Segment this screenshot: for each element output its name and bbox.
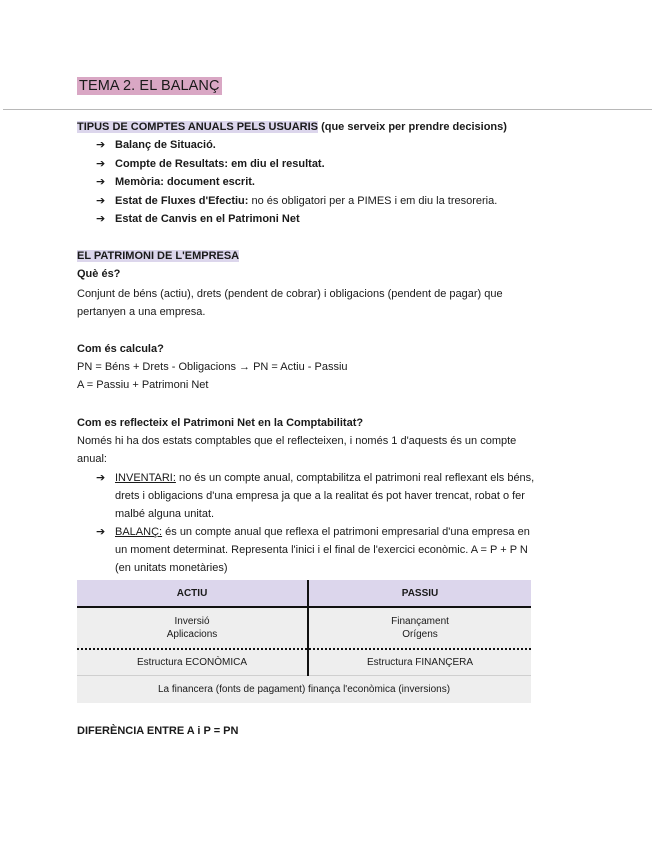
- cell-estructura-economica: Estructura ECONÒMICA: [77, 649, 308, 676]
- arrow-icon: ➔: [96, 213, 106, 225]
- arrow-icon: ➔: [96, 176, 106, 188]
- list-item: ➔ Compte de Resultats: em diu el resultat.: [96, 155, 576, 174]
- cell-financing-note: La financera (fonts de pagament) finança l'econòmica (inversions): [77, 676, 531, 704]
- account-types-list: [96, 136, 576, 229]
- statements-list: [96, 469, 576, 577]
- list-item: ➔ Estat de Fluxes d'Efectiu: no és obligatori per a PIMES i em diu la tresoreria.: [96, 192, 576, 211]
- balanc-label: BALANÇ:: [115, 526, 163, 538]
- inventari-label: INVENTARI:: [115, 472, 176, 484]
- balance-table: [77, 580, 531, 703]
- answer-reflected-line2: anual:: [77, 453, 107, 465]
- arrow-icon: ➔: [96, 526, 106, 538]
- question-what-is: Què és?: [77, 268, 121, 280]
- list-item: ➔ Balanç de Situació.: [96, 136, 576, 155]
- section1-heading: TIPUS DE COMPTES ANUALS PELS USUARIS: [77, 121, 319, 133]
- formula-line1: PN = Béns + Drets - Obligacions → PN = Actiu - Passiu: [77, 361, 348, 373]
- list-item-balanc: ➔ BALANÇ: és un compte anual que reflexa el patrimoni empresarial d'una empresa en un moment determinat. Representa l'inici i el final de l'exercici econòmic. A = P + P N (en unitats monetàries): [96, 523, 576, 577]
- arrow-icon: ➔: [96, 139, 106, 151]
- section1-heading-line: [77, 118, 507, 136]
- table-row: [77, 676, 531, 704]
- answer-what-is-line2: pertanyen a una empresa.: [77, 306, 206, 318]
- header-passiu: PASSIU: [308, 580, 531, 607]
- table-header-row: [77, 580, 531, 607]
- section2-heading-line: [77, 247, 239, 265]
- arrow-icon: ➔: [96, 194, 106, 207]
- footer-heading: DIFERÈNCIA ENTRE A i P = PN: [77, 725, 239, 737]
- list-item-inventari: ➔ INVENTARI: no és un compte anual, comptabilitza el patrimoni real reflexant els béns, drets i obligacions d'una empresa ja que a la realitat és pot haver trencat, robat o fer malbé alguna unitat.: [96, 469, 576, 523]
- section2-heading: EL PATRIMONI DE L'EMPRESA: [77, 250, 240, 262]
- cell-financament: Finançament Orígens: [308, 607, 531, 649]
- question-reflected: Com es reflecteix el Patrimoni Net en la Comptabilitat?: [77, 417, 364, 429]
- answer-reflected-line1: Només hi ha dos estats comptables que el reflecteixen, i només 1 d'aquests és un compte: [77, 435, 517, 447]
- question-how-calculated: Com és calcula?: [77, 343, 164, 355]
- arrow-icon: ➔: [96, 157, 106, 170]
- section1-heading-suffix: (que serveix per prendre decisions): [321, 121, 507, 133]
- horizontal-divider: [3, 109, 652, 110]
- header-actiu: ACTIU: [77, 580, 308, 607]
- formula-line2: A = Passiu + Patrimoni Net: [77, 379, 209, 391]
- table-row: [77, 607, 531, 649]
- arrow-icon: ➔: [96, 472, 106, 484]
- list-item: ➔ Estat de Canvis en el Patrimoni Net: [96, 210, 576, 229]
- cell-inversio: Inversió Aplicacions: [77, 607, 308, 649]
- table-row: [77, 649, 531, 676]
- list-item: ➔ Memòria: document escrit.: [96, 173, 576, 192]
- page-title: TEMA 2. EL BALANÇ: [79, 78, 220, 94]
- answer-what-is-line1: Conjunt de béns (actiu), drets (pendent de cobrar) i obligacions (pendent de pagar) que: [77, 288, 503, 300]
- cell-estructura-financera: Estructura FINANÇERA: [308, 649, 531, 676]
